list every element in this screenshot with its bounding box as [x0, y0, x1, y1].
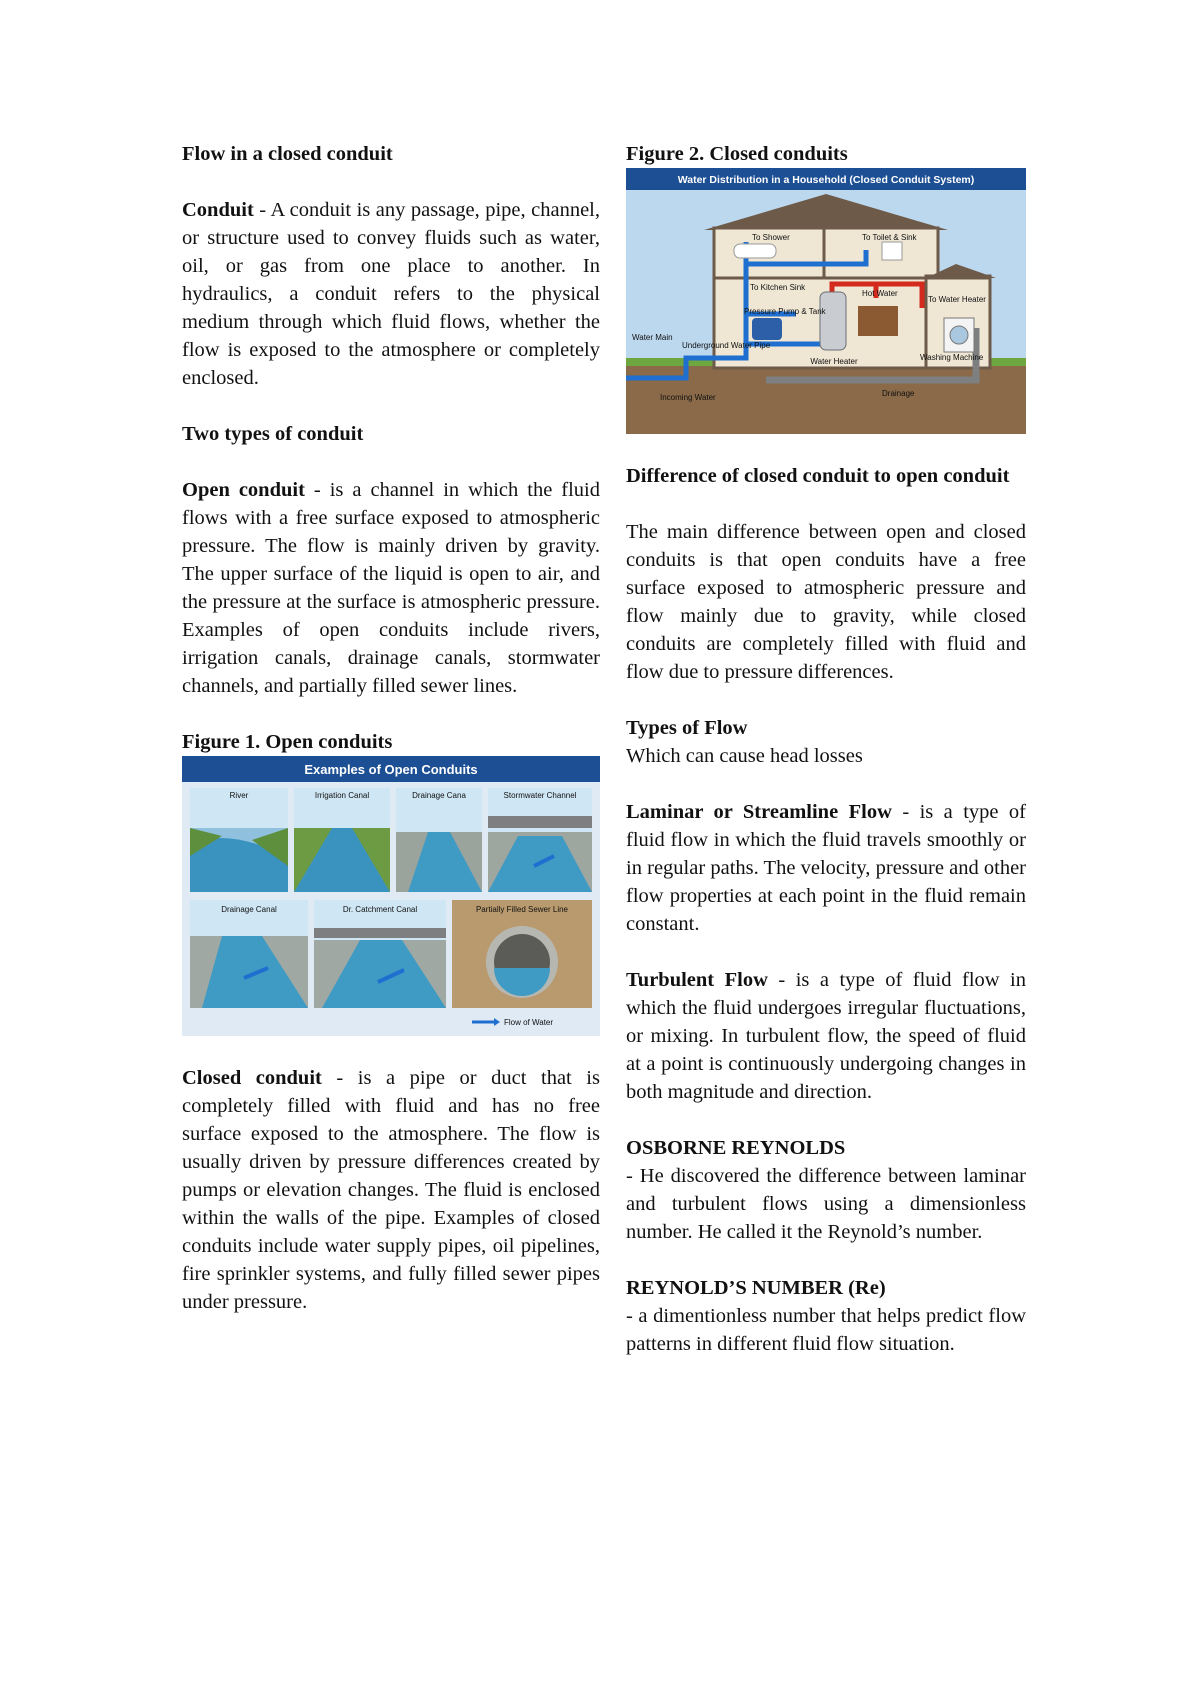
open-conduit-term: Open conduit [182, 479, 305, 501]
label-hot-water: Hot Water [862, 289, 898, 298]
panel-partially-filled-sewer [452, 900, 592, 1008]
panel-label-irrigation: Irrigation Canal [314, 791, 370, 800]
turbulent-term: Turbulent Flow [626, 969, 768, 991]
section-heading-two-types: Two types of conduit [182, 423, 364, 445]
panel-label-river: River [229, 791, 249, 800]
panel-stormwater-channel [488, 788, 592, 892]
label-water-heater: Water Heater [810, 357, 858, 366]
osborne-reynolds-heading: OSBORNE REYNOLDS [626, 1137, 846, 1159]
label-to-water-heater: To Water Heater [928, 295, 986, 304]
difference-heading: Difference of closed conduit to open conduit [626, 465, 1010, 487]
panel-label-drainage: Drainage Canal [221, 905, 277, 914]
figure2-caption: Figure 2. Closed conduits [626, 143, 848, 165]
closed-conduit-term: Closed conduit [182, 1067, 322, 1089]
types-of-flow-subtitle: Which can cause head losses [626, 745, 863, 767]
laminar-definition: - is a type of fluid flow in which the fluid travels smoothly or in regular paths. The velocity, pressure and other flow properties at each point in the fluid remain constant. [626, 801, 1026, 935]
closed-conduit-definition: - is a pipe or duct that is completely filled with fluid and has no free surface exposed to the atmosphere. The flow is usually driven by pressure differences created by pumps or elevation changes. The fluid is enclosed within the walls of the pipe. Examples of closed conduits include water supply pipes, oil pipelines, fire sprinkler systems, and fully filled sewer pipes under pressure. [182, 1067, 600, 1313]
open-conduit-definition: - is a channel in which the fluid flows with a free surface exposed to atmospheric pressure. The flow is mainly driven by gravity. The upper surface of the liquid is open to air, and the pressure at the surface is atmospheric pressure. Examples of open conduits include rivers, irrigation canals, drainage canals, stormwater channels, and partially filled sewer lines. [182, 479, 601, 697]
panel-label-drainage-top: Drainage Cana [412, 791, 466, 800]
closed-conduit-paragraph [182, 1064, 600, 1316]
figure2-title: Water Distribution in a Household (Closed Conduit System) [677, 174, 975, 186]
figure1-image [182, 756, 600, 1036]
label-underground-water-pipe: Underground Water Pipe [682, 341, 771, 350]
types-of-flow-heading: Types of Flow [626, 717, 748, 739]
label-to-kitchen-sink: To Kitchen Sink [750, 283, 806, 292]
panel-irrigation-canal [294, 788, 390, 892]
laminar-term: Laminar or Streamline Flow [626, 801, 892, 823]
open-conduit-paragraph [182, 476, 600, 700]
section-heading-flow-closed-conduit: Flow in a closed conduit [182, 143, 393, 165]
laminar-paragraph [626, 798, 1026, 938]
difference-paragraph: The main difference between open and closed conduits is that open conduits have a free surface exposed to atmospheric pressure and flow mainly due to gravity, while closed conduits are completely filled with fluid and flow due to pressure differences. [626, 521, 1026, 683]
panel-label-stormwater: Stormwater Channel [503, 791, 577, 800]
water-heater-tank [820, 292, 846, 350]
reynolds-number-paragraph: - a dimentionless number that helps predict flow patterns in different fluid flow situation. [626, 1305, 1026, 1355]
pressure-pump [752, 318, 782, 340]
figure1-title: Examples of Open Conduits [304, 762, 478, 777]
toilet [882, 242, 902, 260]
panel-label-catchment: Dr. Catchment Canal [342, 905, 418, 914]
figure2-image [626, 168, 1026, 434]
panel-label-sewer: Partially Filled Sewer Line [475, 905, 569, 914]
label-pressure-pump-tank: Pressure Pump & Tank [744, 307, 826, 316]
reynolds-number-heading: REYNOLD’S NUMBER (Re) [626, 1277, 886, 1299]
turbulent-paragraph [626, 966, 1026, 1106]
legend-label: Flow of Water [504, 1018, 554, 1027]
osborne-reynolds-paragraph: - He discovered the difference between laminar and turbulent flows using a dimensionless number. He called it the Reynold’s number. [626, 1165, 1026, 1243]
right-column [626, 140, 1026, 1358]
bathtub [734, 244, 776, 258]
sink-cabinet [858, 306, 898, 336]
panel-drainage-canal-top [396, 788, 482, 892]
label-to-toilet-sink: To Toilet & Sink [862, 233, 917, 242]
panel-river [190, 788, 288, 892]
conduit-term: Conduit [182, 199, 254, 221]
label-washing-machine: Washing Machine [920, 353, 984, 362]
panel-drainage-canal [190, 900, 308, 1008]
panel-catchment-canal [314, 900, 446, 1008]
conduit-definition: - A conduit is any passage, pipe, channel, or structure used to convey fluids such as water, oil, or gas from one place to another. In hydraulics, a conduit refers to the physical medium through which fluid flows, whether the flow is exposed to the atmosphere or completely enclosed. [182, 199, 600, 389]
figure1-caption: Figure 1. Open conduits [182, 731, 393, 753]
label-drainage: Drainage [882, 389, 915, 398]
label-incoming-water: Incoming Water [660, 393, 716, 402]
left-column [182, 140, 600, 1316]
label-water-main: Water Main [632, 333, 673, 342]
label-to-shower: To Shower [752, 233, 790, 242]
turbulent-definition: - is a type of fluid flow in which the fluid undergoes irregular fluctuations, or mixing. In turbulent flow, the speed of fluid at a point is continuously undergoing changes in both magnitude and direction. [626, 969, 1027, 1103]
conduit-paragraph [182, 196, 600, 392]
